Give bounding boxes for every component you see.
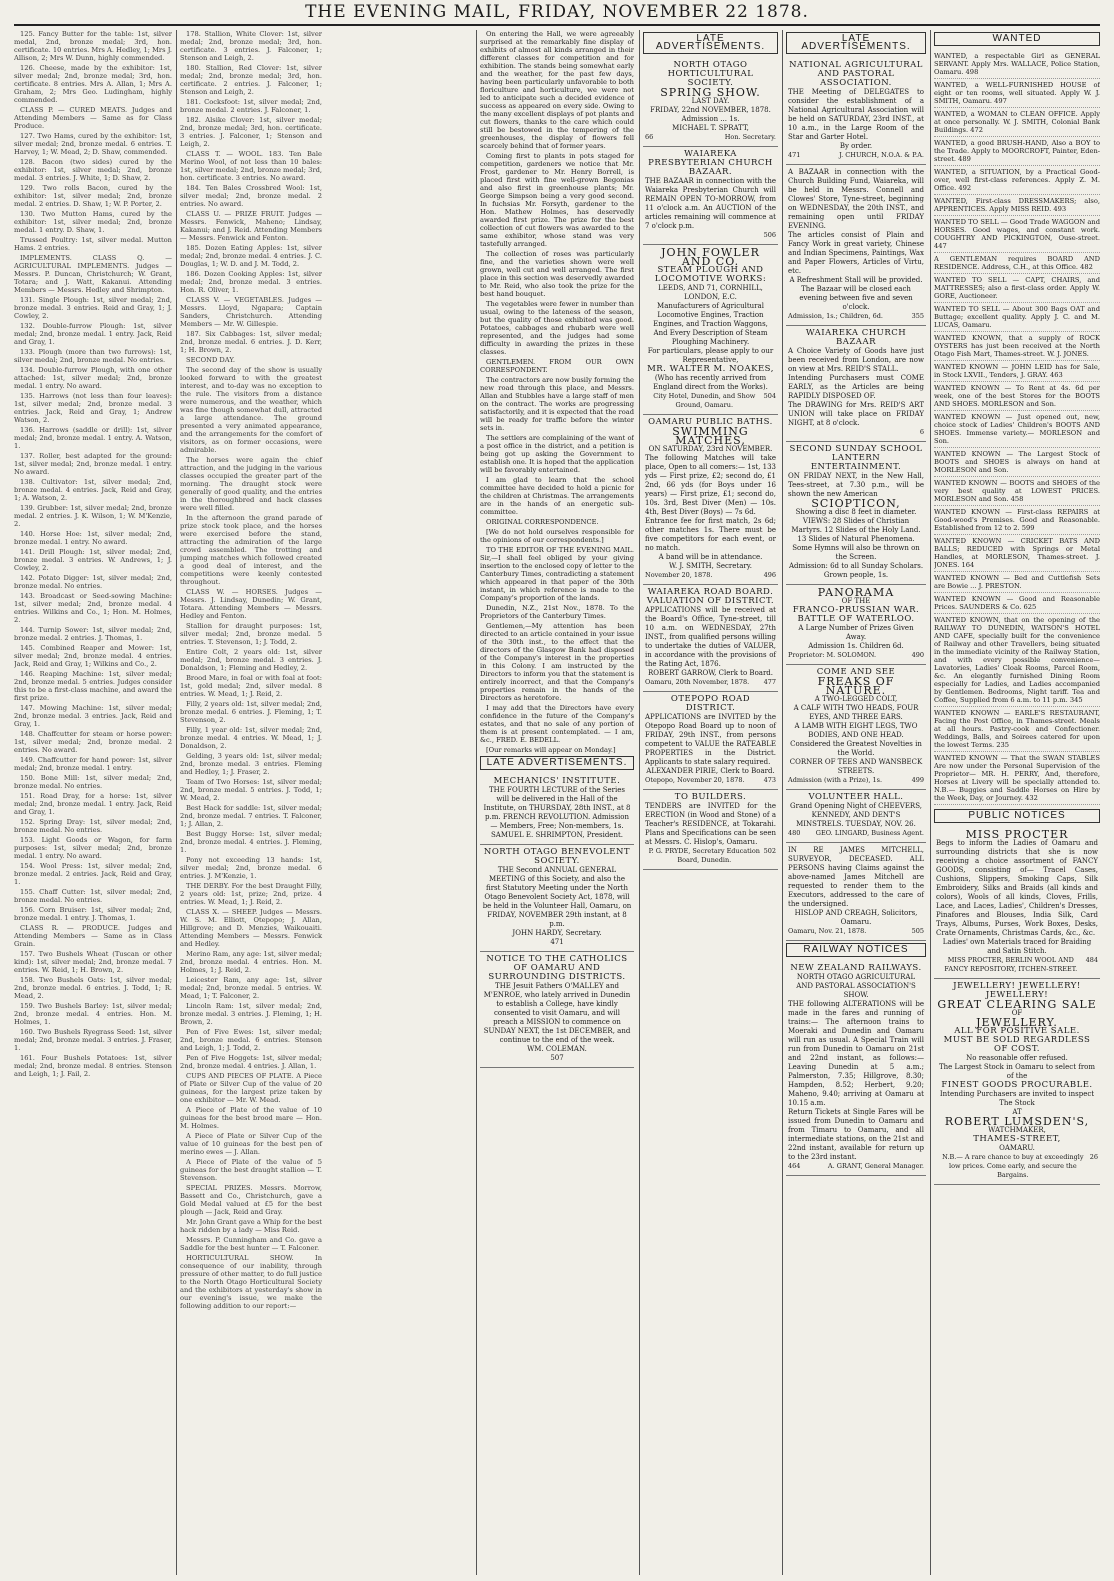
wanted-ad: WANTED, a respectable Girl as GENERAL SERVANT. Apply Mrs. WALLACE, Police Station, Oamaru. 498 bbox=[934, 50, 1100, 79]
ad-john-fowler bbox=[643, 245, 778, 415]
ad-heading: NORTH OTAGO HORTICULTURAL SOCIETY. bbox=[667, 60, 754, 88]
wanted-ad: WANTED KNOWN — Just opened out, new, choice stock of Ladies' Children's BOOTS AND SHOES. Immense variety.— MORLESON and Son. bbox=[934, 411, 1100, 448]
article-paragraph: 134. Double-furrow Plough, with one other attached: 1st, silver medal; 2nd, bronze medal. 1 entry. No award. bbox=[14, 366, 172, 390]
article-paragraph: TO THE EDITOR OF THE EVENING MAIL. Sir,—I shall feel obliged by your giving insertion to the enclosed copy of letter to the Canterbury Times, contradicting a statement which appeared in that paper of the 30th instant, in which reference is made to the Company's proportion of the lands. bbox=[480, 546, 634, 602]
ad-body: THE following ALTERATIONS will be made in the fares and running of trains:— The afternoon trains to Moeraki and Dunedin and Oamaru will run as usual. A Special Train will run from Dunedin to Oamaru on 21st and 22nd instant, as follows:— Leaving Dunedin at 5 a.m.; Palmerston, 7.35; Hillgrove, 8.30; Hampden, 8.52; Herbert, 9.20; Maheno, 9.40; arriving at Oamaru at 10.15 a.m. bbox=[788, 1000, 924, 1107]
article-paragraph: 157. Two Bushels Wheat (Tuscan or other kind): 1st, silver medal; 2nd, bronze medal. 7 entries. W. Reid, 1; H. Brown, 2. bbox=[14, 950, 172, 974]
article-paragraph: HORTICULTURAL SHOW. In consequence of our inability, through pressure of other matter, to do full justice to the North Otago Horticultural Society and the exhibitors at yesterday's show in our evening's issue, we make the following addition to our report:— bbox=[180, 1254, 322, 1310]
ad-date-line: Otepopo, November 20, 1878. bbox=[645, 776, 745, 784]
wanted-ad: WANTED, a SITUATION, by a Practical Good-over, well first-class references. Apply Z. M. Office. 492 bbox=[934, 166, 1100, 195]
ad-admission: Admission: 6d to all Sunday Scholars. Grown people, 1s. bbox=[788, 562, 924, 579]
ad-body: Manufacturers of Agricultural Locomotive Engines, Traction Engines, and Traction Waggons, And Every Description of Steam Ploughing Machinery. bbox=[653, 302, 768, 346]
masthead bbox=[0, 0, 1114, 22]
ad-refusal: No reasonable offer refused. bbox=[966, 1054, 1068, 1062]
ad-title: SCIOPTICON, bbox=[811, 497, 901, 510]
article-paragraph: 180. Stallion, Red Clover: 1st, silver medal; 2nd, bronze medal; 3rd, hon. certificate. 2 entries. J. Falconer, 1; Stenson and Leigh, 2. bbox=[180, 64, 322, 96]
ad-date-line: Oamaru, 20th November, 1878. bbox=[645, 678, 750, 686]
column-7 bbox=[934, 30, 1100, 1575]
ad-prizes: A Large Number of Prizes Given Away. bbox=[798, 624, 914, 641]
ad-volunteer-hall bbox=[786, 790, 926, 843]
ad-heading: TO BUILDERS. bbox=[674, 792, 747, 802]
ad-text: THE Second ANNUAL GENERAL MEETING of this Society, and also the first Statutory Meeting under the North Otago Benevolent Society Act, 1878, will be held in the Volunteer Hall, Oamaru, on FRIDAY, NOVEMBER 29th instant, at 8 p.m. bbox=[482, 866, 632, 928]
article-paragraph: 138. Cultivator: 1st, silver medal; 2nd, bronze medal. 4 entries. Jack, Reid and Gray, 1; A. Watson, 2. bbox=[14, 478, 172, 502]
ad-note: Ladies' own Materials traced for Braiding and Satin Stitch. bbox=[942, 938, 1092, 955]
article-paragraph: [Our remarks will appear on Monday.] bbox=[486, 746, 616, 754]
article-paragraph: CLASS W. — HORSES. Judges — Messrs. J. Lindsay, Dunedin; W. Grant, Totara. Attending Members — Messrs. Hedley and Fenton. bbox=[180, 588, 322, 620]
ad-text: THE Jesuit Fathers O'MALLEY and M'ENROE, who lately arrived in Dunedin to establish a College, have kindly consented to visit Oamaru, and will preach a MISSION to commence on SUNDAY NEXT, the 1st DECEMBER, and continue to the end of the week. bbox=[483, 982, 631, 1044]
article-paragraph: Stallion for draught purposes: 1st, silver medal; 2nd, bronze medal. 5 entries. T. Stevenson, 1; J. Todd, 2. bbox=[180, 622, 322, 646]
wanted-list bbox=[934, 50, 1100, 805]
wanted-ad: WANTED KNOWN — To Rent at 4s. 6d per week, one of the best Stores for the BOOTS AND SHOES. MORLESON and Son. bbox=[934, 382, 1100, 411]
ad-contact: For particulars, please apply to our Representative, bbox=[647, 347, 774, 364]
ad-number: 477 bbox=[763, 678, 776, 686]
wanted-ad: WANTED KNOWN — Good and Reasonable Prices. SAUNDERS & Co. 625 bbox=[934, 593, 1100, 614]
article-paragraph: GENTLEMEN. FROM OUR OWN CORRESPONDENT. bbox=[480, 358, 634, 374]
column-divider bbox=[782, 30, 783, 1575]
article-paragraph: IMPLEMENTS. CLASS Q. — AGRICULTURAL IMPLEMENTS. Judges — Messrs. P. Duncan, Christchurch; W. Grant, Totara; and J. Watt, Kakanui. Attending Members — Messrs. Hedley and Shrimpton. bbox=[14, 254, 172, 294]
ad-date-line: November 20, 1878. bbox=[645, 571, 713, 579]
article-paragraph: 186. Dozen Cooking Apples: 1st, silver medal; 2nd, bronze medal. 3 entries. Hon. R. Oliver, 1. bbox=[180, 270, 322, 294]
ad-horticultural-show bbox=[643, 58, 778, 147]
article-paragraph: 154. Wool Press: 1st, silver medal; 2nd, bronze medal. 2 entries. Jack, Reid and Gray, 1. bbox=[14, 862, 172, 886]
ad-signatory: HISLOP AND CREAGH, Solicitors, Oamaru. bbox=[794, 909, 918, 926]
article-paragraph: CLASS U. — PRIZE FRUIT. Judges — Messrs. Fenwick, Maheno; Lindsay, Kakanui; and J. Reid. Attending Members — Messrs. Fenwick and Fenton. bbox=[180, 210, 322, 242]
wanted-ad: WANTED, a good BRUSH-HAND, Also a BOY to the Trade. Apply to MOORCROFT, Painter, Eden-street. 489 bbox=[934, 137, 1100, 166]
ad-swimming-matches bbox=[643, 415, 778, 585]
article-paragraph: 156. Corn Bruiser: 1st, silver medal; 2nd, bronze medal. 1 entry. J. Thomas, 1. bbox=[14, 906, 172, 922]
article-paragraph: 159. Two Bushels Barley: 1st, silver medal; 2nd, bronze medal. 4 entries. Hon. M. Holmes, 1. bbox=[14, 1002, 172, 1026]
article-paragraph: 148. Chaffcutter for steam or horse power: 1st, silver medal; 2nd, bronze medal. 2 entries. No award. bbox=[14, 730, 172, 754]
ad-signatory: P. G. PRYDE, Secretary Education Board, Dunedin. bbox=[648, 847, 760, 864]
article-paragraph: THE DERBY. For the best Draught Filly, 2 years old: 1st, prize; 2nd, prize. 4 entries. W. Mead, 1; J. Reid, 2. bbox=[180, 882, 322, 906]
ad-body: Grand Opening Night of CHEEVERS, KENNEDY, AND DENT'S MINSTRELS. TUESDAY, NOV. 26. bbox=[790, 802, 922, 828]
ad-number: 502 bbox=[763, 847, 776, 855]
ad-text: THE FOURTH LECTURE of the Series will be delivered in the Hall of the Institute, on THURSDAY, 28th INST., at 8 p.m. FRENCH REVOLUTION. Admission — Members, Free; Non-members, 1s. bbox=[483, 786, 631, 830]
ad-at: AT bbox=[1012, 1108, 1022, 1116]
ad-national-agricultural bbox=[786, 58, 926, 165]
ad-number: 473 bbox=[763, 776, 776, 784]
article-paragraph: 139. Grubber: 1st, silver medal; 2nd, bronze medal. 2 entries. J. K. Wilson, 1; W. M'Kenzie, 2. bbox=[14, 504, 172, 528]
ad-item: A TWO-LEGGED COLT, bbox=[814, 695, 898, 703]
wanted-ad: WANTED TO SELL — CAPT, CHAIRS, and MATTRESSES; also a first-class order. Apply W. GORE, Auctioneer. bbox=[934, 274, 1100, 303]
ad-bazaar bbox=[786, 165, 926, 326]
ad-number: 464 bbox=[788, 1162, 801, 1170]
wanted-ad: WANTED, a WOMAN to CLEAN OFFICE. Apply at once personally. W. J. SMITH, Colonial Bank Buildings. 472 bbox=[934, 108, 1100, 137]
article-paragraph: CLASS R. — PRODUCE. Judges and Attending Members — Same as in Class Grain. bbox=[14, 924, 172, 948]
article-paragraph: 144. Turnip Sower: 1st, silver medal; 2nd, bronze medal. 2 entries. J. Thomas, 1. bbox=[14, 626, 172, 642]
ad-text: SAMUEL E. SHRIMPTON, President. bbox=[490, 831, 623, 839]
article-paragraph: 142. Potato Digger: 1st, silver medal; 2nd, bronze medal. No entries. bbox=[14, 574, 172, 590]
ad-number: 484 bbox=[1085, 956, 1098, 964]
article-paragraph: 131. Single Plough: 1st, silver medal; 2nd, bronze medal. 3 entries. Reid and Gray, 1; J. Cowley, 2. bbox=[14, 296, 172, 320]
ad-all: ALL FOR POSITIVE SALE. bbox=[954, 1026, 1080, 1036]
ad-number: 490 bbox=[911, 651, 924, 659]
article-paragraph: ORIGINAL CORRESPONDENCE. bbox=[486, 518, 599, 526]
ad-church-bazaar bbox=[643, 147, 778, 245]
ad-body: APPLICATIONS are INVITED by the Otepopo Road Board up to noon of FRIDAY, 29th INST., from persons competent to VALUE the RATEABLE PROPERTIES in the District. Applicants to state salary required. bbox=[645, 713, 776, 766]
ad-number: 6 bbox=[919, 428, 924, 436]
ad-signatory: ALEXANDER PIRIE, Clerk to Board. bbox=[646, 767, 775, 775]
ad-number: 504 bbox=[763, 392, 776, 400]
article-paragraph: Pen of Five Hoggets: 1st, silver medal; 2nd, bronze medal. 4 entries. J. Allan, 1. bbox=[180, 1054, 322, 1070]
article-paragraph: 181. Cocksfoot: 1st, silver medal; 2nd, bronze medal. 2 entries. J. Falconer, 1. bbox=[180, 98, 322, 114]
article-paragraph: Merino Ram, any age: 1st, silver medal; 2nd, bronze medal. 4 entries. Hon. M. Holmes, 1; J. Reid, 2. bbox=[180, 950, 322, 974]
ad-views: VIEWS: 28 Slides of Christian Martyrs. 12 Slides of the Holy Land. 13 Slides of Natural Phenomena. Some Hymns will also be thrown on the Screen. bbox=[791, 517, 921, 561]
ad-line: JEWELLERY! JEWELLERY! JEWELLERY! bbox=[953, 981, 1081, 1000]
ad-to-builders bbox=[643, 790, 778, 870]
masthead-title: THE EVENING MAIL, FRIDAY, NOVEMBER 22 1878. bbox=[305, 2, 809, 22]
ad-proprietor: Proprietor: M. SOLOMON. bbox=[788, 651, 877, 659]
ad-title: VALUATION OF DISTRICT. bbox=[646, 596, 775, 606]
ad-sub: The articles consist of Plain and Fancy Work in great variety, Chinese and Indian Specimens, Paintings, Wax and Paper Flowers, Articles of Virtu, etc. bbox=[788, 231, 924, 275]
ad-title: MISS PROCTER bbox=[965, 828, 1069, 841]
ad-day: LAST DAY. bbox=[691, 97, 730, 105]
ad-stock: The Largest Stock in Oamaru to select from of the bbox=[938, 1063, 1096, 1080]
article-paragraph: 137. Roller, best adapted for the ground: 1st, silver medal; 2nd, bronze medal. 1 entry. No award. bbox=[14, 452, 172, 476]
late-ads-banner-2: LATE ADVERTISEMENTS. bbox=[786, 32, 926, 54]
ad-item: A CALF WITH TWO HEADS, FOUR EYES, AND THREE EARS. bbox=[793, 704, 919, 721]
article-paragraph: Gelding, 3 years old: 1st, silver medal; 2nd, bronze medal. 3 entries. Fleming and Hedley, 1; J. Fraser, 2. bbox=[180, 752, 322, 776]
article-paragraph: 150. Bone Mill: 1st, silver medal; 2nd, bronze medal. No entries. bbox=[14, 774, 172, 790]
article-paragraph: Filly, 1 year old: 1st, silver medal; 2nd, bronze medal. 4 entries. W. Mead, 1; J. Donaldson, 2. bbox=[180, 726, 322, 750]
wanted-ad: WANTED TO SELL — About 300 Bags OAT and Buttage; excellent quality. Apply J. C. and M. LUCAS, Oamaru. bbox=[934, 303, 1100, 332]
wanted-ad: WANTED KNOWN, that on the opening of the RAILWAY TO DUNEDIN, WATSON'S HOTEL AND CAFE, specially built for the convenience of Railway and other Travellers, being situated in the immediate vicinity of the Railway Station, and with every possible convenience— Lavatories, Ladies' Cloak Rooms, Parcel Room, &c. An elegantly furnished Dining Room especially for Ladies, and Ladies accompanied by Gentlemen. Bedrooms, Night tariff. Tea and Coffee, Supplied from 6 a.m. to 11 p.m. 345 bbox=[934, 614, 1100, 707]
ad-date-line: Oamaru, Nov. 21, 1878. bbox=[788, 927, 867, 935]
ad-body: A BAZAAR in connection with the Church Building Fund, Waiareka, will be held in Messrs. Connell and Clowes' Store, Tyne-street, beginning on WEDNESDAY, the 20th INST., and remaining open until FRIDAY EVENING. bbox=[788, 168, 924, 230]
article-paragraph: 141. Drill Plough: 1st, silver medal; 2nd, bronze medal. 3 entries. W. Andrews, 1; J. Cowley, 2. bbox=[14, 548, 172, 572]
ad-location: City Hotel, Dunedin, and Show Ground, Oamaru. bbox=[653, 392, 756, 409]
article-paragraph: CLASS V. — VEGETABLES. Judges — Messrs. Lloyd, Ngapara; Captain Sanders, Christchurch. Attending Members — Mr. W. Gillespie. bbox=[180, 296, 322, 328]
article-paragraph: 145. Combined Reaper and Mower: 1st, silver medal; 2nd, bronze medal. 4 entries. Jack, Reid and Gray, 1; Wilkins and Co., 2. bbox=[14, 644, 172, 668]
ad-desc: Showing a disc 8 feet in diameter. bbox=[795, 508, 917, 516]
article-paragraph: Gentlemen,—My attention has been directed to an article contained in your issue of the 30th inst., to the effect that the directors of the Glasgow Bank had disposed of the Company's interest in the properties in this Colony. I am instructed by the Directors to inform you that the statement is entirely incorrect, and that the Company's properties remain in the hands of the Directors as heretofore. bbox=[480, 622, 634, 702]
wanted-ad: WANTED KNOWN — CRICKET BATS AND BALLS; REDUCED with Springs or Metal Handles, at MORLESON, Thames-street. J. JONES. 164 bbox=[934, 535, 1100, 572]
article-paragraph: SECOND DAY. bbox=[186, 356, 235, 364]
ad-admission: Admission, 1s.; Children, 6d. bbox=[788, 312, 883, 320]
ad-heading: COME AND SEE bbox=[816, 667, 896, 677]
ad-number: 471 bbox=[788, 151, 801, 159]
article-paragraph: [We do not hold ourselves responsible for the opinions of our correspondents.] bbox=[480, 528, 634, 544]
article-paragraph: CLASS T. — WOOL. 183. Ten Bale Merino Wool, of not less than 10 bales: 1st, silver medal; 2nd, bronze medal; 3rd, hon. certificate. 3 entries. No award. bbox=[180, 150, 322, 182]
article-paragraph: 187. Six Cabbages: 1st, silver medal; 2nd, bronze medal. 6 entries. J. D. Kerr, 1; H. Brown, 2. bbox=[180, 330, 322, 354]
article-paragraph: 129. Two rolls Bacon, cured by the exhibitor: 1st, silver medal; 2nd, bronze medal. 2 entries. D. Shaw, 1; W. P. Porter, 2. bbox=[14, 184, 172, 208]
article-paragraph: 140. Horse Hoe: 1st, silver medal; 2nd, bronze medal. 1 entry. No award. bbox=[14, 530, 172, 546]
article-paragraph: Lincoln Ram: 1st, silver medal; 2nd, bronze medal. 3 entries. J. Fleming, 1; H. Brown, 2. bbox=[180, 1002, 322, 1026]
article-paragraph: The settlers are complaining of the want of a post office in the district, and a petition is being got up asking the Government to establish one. It is hoped that the application will be favorably entertained. bbox=[480, 434, 634, 474]
article-paragraph: The second day of the show is usually looked forward to with the greatest interest, and to-day was no exception to the rule. The visitors from a distance were numerous, and the weather, which was fine though somewhat dull, attracted a large attendance. The ground presented a very animated appearance, and the arrangements for the comfort of visitors, as on former occasions, were admirable. bbox=[180, 366, 322, 454]
ad-road-board bbox=[643, 585, 778, 692]
article-paragraph: 126. Cheese, made by the exhibitor: 1st, silver medal; 2nd, bronze medal; 3rd, hon. certificate. 8 entries. Mrs A. Allan, 1; Mrs A. Graham, 2; Mrs Geo. Ludingham, highly commended. bbox=[14, 64, 172, 104]
ad-body: THE BAZAAR in connection with the Waiareka Presbyterian Church will REMAIN OPEN TO-MORROW, from 11 o'clock a.m. An AUCTION of the articles remaining will commence at 7 o'clock p.m. bbox=[645, 177, 776, 230]
ad-sub: OF THE bbox=[841, 597, 871, 605]
ad-title: PANORAMA bbox=[817, 586, 895, 599]
article-paragraph: I may add that the Directors have every confidence in the future of the Company's estates, and that no sale of any portion of them is at present contemplated. — I am, &c., FRED. E. BEDELL. bbox=[480, 704, 634, 744]
article-paragraph: 132. Double-furrow Plough: 1st, silver medal; 2nd, bronze medal. 1 entry. Jack, Reid and Gray, 1. bbox=[14, 322, 172, 346]
article-paragraph: Pen of Five Ewes: 1st, silver medal; 2nd, bronze medal. 6 entries. Stenson and Leigh, 1; J. Todd, 2. bbox=[180, 1028, 322, 1052]
article-paragraph: 158. Two Bushels Oats: 1st, silver medal; 2nd, bronze medal. 6 entries. J. Todd, 1; R. Mead, 2. bbox=[14, 976, 172, 1000]
ad-title: SPRING SHOW. bbox=[660, 86, 761, 99]
ad-text: 507 bbox=[550, 1054, 564, 1062]
ad-signatory: A. GRANT, General Manager. bbox=[827, 1162, 924, 1170]
ad-body: A Choice Variety of Goods have just been received from London, are now on view at Mrs. REID'S STALL. bbox=[788, 347, 924, 373]
ad-signatory: MISS PROCTER, BERLIN WOOL AND FANCY REPOSITORY, ITCHEN-STREET. bbox=[944, 956, 1078, 973]
wanted-ad: WANTED KNOWN — Bed and Cuttlefish Sets are Bowie ... J. PRESTON. bbox=[934, 572, 1100, 593]
column-divider bbox=[476, 30, 477, 1575]
article-paragraph: 130. Two Mutton Hams, cured by the exhibitor: 1st, silver medal; 2nd, bronze medal. 1 entry. D. Shaw, 1. bbox=[14, 210, 172, 234]
late-ads-banner: LATE ADVERTISEMENTS. bbox=[643, 32, 778, 54]
ad-drawing: The DRAWING for Mrs. REID'S ART UNION will take place on FRIDAY NIGHT, at 8 o'clock. bbox=[788, 401, 924, 427]
wanted-ad: A GENTLEMAN requires BOARD AND RESIDENCE. Address, C.H., at this Office. 482 bbox=[934, 253, 1100, 274]
column-5 bbox=[643, 30, 778, 1575]
ad-finest: FINEST GOODS PROCURABLE. bbox=[941, 1080, 1093, 1090]
ad-mechanics-institute bbox=[480, 774, 634, 845]
ad-entrance: Entrance fee for first match, 2s 6d; other matches 1s. There must be five competitors for each event, or no match. bbox=[645, 517, 776, 552]
wanted-ad: WANTED, First-class DRESSMAKERS; also, APPRENTICES. Apply MISS REID. 493 bbox=[934, 195, 1100, 216]
article-paragraph: 127. Two Hams, cured by the exhibitor: 1st, silver medal; 2nd, bronze medal. 6 entries. T. Harvey, 1; W. Mead, 2; D. Shaw, commended. bbox=[14, 132, 172, 156]
column-divider bbox=[176, 30, 177, 1575]
ad-body: IN RE JAMES MITCHELL, SURVEYOR, DECEASED. ALL PERSONS having Claims against the above-named James Mitchell are requested to render them to the Executors, addressed to the care of the undersigned. bbox=[788, 846, 924, 908]
article-paragraph: 160. Two Bushels Ryegrass Seed: 1st, silver medal; 2nd, bronze medal. 3 entries. J. Fraser, 1. bbox=[14, 1028, 172, 1052]
ad-heading: SECOND SUNDAY SCHOOL LANTERN ENTERTAINMENT. bbox=[789, 444, 923, 472]
ad-number: 26 bbox=[1089, 1153, 1098, 1161]
ad-body-2: Intending Purchasers must COME EARLY, as the Articles are being RAPIDLY DISPOSED OF. bbox=[788, 374, 924, 400]
article-paragraph: 135. Harrows (not less than four leaves): 1st, silver medal; 2nd, bronze medal. 3 entries. Jack, Reid and Gray, 1; Andrew Watson, 2. bbox=[14, 392, 172, 424]
ad-mitchell-estate bbox=[786, 843, 926, 941]
article-paragraph: Filly, 2 years old: 1st, silver medal; 2nd, bronze medal. 6 entries. J. Fleming, 1; T. Stevenson, 2. bbox=[180, 700, 322, 724]
ad-location: CORNER OF TEES AND WANSBECK STREETS. bbox=[789, 758, 923, 775]
ad-trade: WATCHMAKER, bbox=[988, 1126, 1046, 1134]
ad-text: WM. COLEMAN. bbox=[527, 1045, 587, 1053]
article-paragraph: Dunedin, N.Z., 21st Nov., 1878. To the Proprietors of the Canterbury Times. bbox=[480, 604, 634, 620]
article-paragraph: 185. Dozen Eating Apples: 1st, silver medal; 2nd, bronze medal. 4 entries. J. C. Douglas, 1; W. D. and J. M. Todd, 2. bbox=[180, 244, 322, 268]
ad-miss-procter bbox=[934, 827, 1100, 979]
ad-panorama bbox=[786, 585, 926, 665]
article-paragraph: 136. Harrows (saddle or drill): 1st, silver medal; 2nd, bronze medal. 1 entry. A. Watson, 1. bbox=[14, 426, 172, 450]
ad-body: THE Meeting of DELEGATES to consider the establishment of a National Agricultural Association will be held on SATURDAY, 23rd INST., at 10 a.m., in the Large Room of the Star and Garter Hotel. bbox=[788, 88, 924, 141]
ad-lantern-entertainment bbox=[786, 442, 926, 585]
ad-must: MUST BE SOLD REGARDLESS OF COST. bbox=[943, 1035, 1091, 1054]
article-paragraph: 143. Broadcast or Seed-sowing Machine: 1st, silver medal; 2nd, bronze medal. 4 entries. Wilkins and Co., 1; Hon. M. Holmes, 2. bbox=[14, 592, 172, 624]
ad-signatory: GEO. LINGARD, Business Agent. bbox=[815, 829, 924, 837]
ad-body-2: Return Tickets at Single Fares will be issued from Dunedin to Oamaru and from Timaru to Oamaru, and all intermediate stations, on the 21st and 22nd instant, available for return up to the 23rd instant. bbox=[788, 1108, 924, 1161]
article-paragraph: Mr. John Grant gave a Whip for the best hack ridden by a lady — Miss Reid. bbox=[180, 1218, 322, 1234]
ad-text: 471 bbox=[550, 938, 564, 946]
ad-signatory-title: Hon. Secretary. bbox=[724, 133, 776, 141]
ad-heading: WAIAREKA PRESBYTERIAN CHURCH BAZAAR. bbox=[648, 149, 773, 177]
ad-signatory: ROBERT GARROW, Clerk to Board. bbox=[647, 669, 774, 677]
article-paragraph: Messrs. P. Cunningham and Co. gave a Saddle for the best hunter — T. Falconer. bbox=[180, 1236, 322, 1252]
article-paragraph: 178. Stallion, White Clover: 1st, silver medal; 2nd, bronze medal; 3rd, hon. certificate. 3 entries. J. Falconer, 1; Stenson and Leigh, 2. bbox=[180, 30, 322, 62]
article-paragraph: Trussed Poultry: 1st, silver medal. Mutton Hams. 2 entries. bbox=[14, 236, 172, 252]
article-paragraph: 155. Chaff Cutter: 1st, silver medal; 2nd, bronze medal. No entries. bbox=[14, 888, 172, 904]
ad-title: SWIMMING MATCHES, bbox=[672, 425, 749, 447]
ad-heading: WAIAREKA ROAD BOARD. bbox=[647, 587, 774, 597]
article-paragraph: A Piece of Plate of the value of 10 guineas for the best brood mare — Hon. M. Holmes. bbox=[180, 1106, 322, 1130]
ad-note: Considered the Greatest Novelties in the World. bbox=[790, 740, 922, 757]
wanted-ad: WANTED KNOWN — JOHN LEID has for Sale, in Stock LXVII., Tenders, J. GRAY. 463 bbox=[934, 361, 1100, 382]
article-paragraph: Best Hack for saddle: 1st, silver medal; 2nd, bronze medal. 7 entries. T. Falconer, 1; J. Allan, 2. bbox=[180, 804, 322, 828]
wanted-ad: WANTED KNOWN — First-class REPAIRS at Good-wood's Premises. Good and Reasonable. Established from 12 to 2. 599 bbox=[934, 506, 1100, 535]
ad-text: JOHN HARDY, Secretary. bbox=[512, 929, 602, 937]
column-6 bbox=[786, 30, 926, 1575]
ad-number: 66 bbox=[645, 133, 654, 141]
article-paragraph: 146. Reaping Machine: 1st, silver medal; 2nd, bronze medal. 5 entries. Judges consider this to be a first-class machine, and award the first prize. bbox=[14, 670, 172, 702]
ad-heading: NATIONAL AGRICULTURAL AND PASTORAL ASSOCIATION. bbox=[789, 60, 923, 88]
ad-signatory: MICHAEL T. SPRATT, bbox=[672, 124, 749, 132]
article-paragraph: 133. Plough (more than two furrows): 1st, silver medal; 2nd, bronze medal. No entries. bbox=[14, 348, 172, 364]
article-paragraph: 161. Four Bushels Potatoes: 1st, silver medal; 2nd, bronze medal. 8 entries. Stenson and Leigh, 1; J. Fail, 2. bbox=[14, 1054, 172, 1078]
ad-of: OF bbox=[1011, 1009, 1023, 1017]
wanted-ad: WANTED KNOWN, that a supply of ROCK OYSTERS has just been received at the North Otago Fish Mart, Thames-street. W. J. JONES. bbox=[934, 332, 1100, 361]
article-paragraph: The contractors are now busily forming the new road through this place, and Messrs. Allan and Stubbles have a large staff of men on the contract. The works are progressing satisfactorily, and it is expected that the road will be ready for traffic before the winter sets in. bbox=[480, 376, 634, 432]
ad-close: The Bazaar will be closed each evening between five and seven o'clock. bbox=[799, 285, 913, 311]
article-paragraph: 125. Fancy Butter for the table: 1st, silver medal, 2nd, bronze medal; 3rd, hon. certificate. 10 entries. Mrs A. Hedley, 1; Mrs J. Allison, 2; Mrs W. Dunn, highly commended. bbox=[14, 30, 172, 62]
ad-text: NOTICE TO THE CATHOLICS OF OAMARU AND SURROUNDING DISTRICTS. bbox=[486, 954, 628, 982]
ad-order: By order. bbox=[839, 142, 873, 150]
ad-note: A Refreshment Stall will be provided. bbox=[789, 276, 923, 284]
article-paragraph: 149. Chaffcutter for hand power: 1st, silver medal; 2nd, bronze medal. 1 entry. bbox=[14, 756, 172, 772]
article-paragraph: 184. Ten Bales Crossbred Wool: 1st, silver medal; 2nd, bronze medal. 2 entries. No award. bbox=[180, 184, 322, 208]
article-paragraph: CUPS AND PIECES OF PLATE. A Piece of Plate or Silver Cup of the value of 20 guineas, for the largest prize taken by one exhibitor — Mr. W. Mead. bbox=[180, 1072, 322, 1104]
article-paragraph: On entering the Hall, we were agreeably surprised at the remarkably fine display of exhibits of almost all kinds arranged in their different classes for competition and for exhibition. The stands being somewhat early and the weather, for the past few days, having been particularly unfavorable to both floriculture and horticulture, we were not led to anticipate such a decided evidence of success as appeared on every side. Owing to the many excellent displays of pot plants and cut flowers, thanks to the care which could still be bestowed in the tempering of the greenhouses, the display of flowers fell scarcely behind that of former years. bbox=[480, 30, 634, 150]
article-paragraph: 152. Spring Dray: 1st, silver medal; 2nd, bronze medal. No entries. bbox=[14, 818, 172, 834]
ad-representative: MR. WALTER M. NOAKES, bbox=[647, 364, 774, 374]
ad-body: TENDERS are INVITED for the ERECTION (in Wood and Stone) of a Teacher's RESIDENCE, at Tokarahi. Plans and Specifications can be seen at Messrs. C. Hislop's, Oamaru. bbox=[645, 802, 776, 846]
ad-benevolent-society bbox=[480, 845, 634, 952]
ad-body: APPLICATIONS will be received at the Board's Office, Tyne-street, till 10 a.m. on WEDNESDAY, 27th INST., from qualified persons willing to undertake the duties of VALUER, in accordance with the provisions of the Rating Act, 1876. bbox=[645, 606, 776, 668]
article-paragraph: 153. Light Goods or Wagon, for farm purposes: 1st, silver medal; 2nd, bronze medal. 1 entry. No award. bbox=[14, 836, 172, 860]
ad-body: Begs to inform the Ladies of Oamaru and surrounding districts that she is now receiving a choice assortment of FANCY GOODS, consisting of— Tracel Cases, Cushions, Slippers, Smoking Caps, Silk Embroidery, Silks and Braids (all kinds and colors), Wools of all kinds, Cloves, Frills, Lace, and Laces, Ladies', Children's Dresses, Pinafores and Blouses, India Silk, Card Trays, Albums, Purses, Work Boxes, Desks, Crate Ornaments, Christmas Cards, &c., &c. bbox=[936, 839, 1098, 937]
ad-heading: WAIAREKA CHURCH BAZAAR bbox=[805, 328, 907, 347]
article-paragraph: SPECIAL PRIZES. Messrs. Morrow, Bassett and Co., Christchurch, gave a Gold Medal valued at £5 for the best plough — Jack, Reid and Gray. bbox=[180, 1184, 322, 1216]
ad-body: The following Matches will take place, Open to all comers:— 1st, 133 yds — First prize, £2; second do, £1 2nd, 66 yds (for Boys under 16 years) — First prize, £1; second do, 10s. 3rd, Best Diver (Men) — 10s. 4th, Best Diver (Boys) — 7s 6d. bbox=[645, 454, 776, 516]
ad-nb: N.B.— A rare chance to buy at exceedingly low prices. Come early, and secure the Bargains. bbox=[942, 1153, 1084, 1179]
ad-railways bbox=[786, 961, 926, 1176]
ad-battle: BATTLE OF WATERLOO. bbox=[797, 614, 915, 624]
ad-heading: VOLUNTEER HALL. bbox=[808, 792, 904, 802]
ad-heading: OAMARU PUBLIC BATHS. bbox=[648, 417, 773, 427]
ad-date: ON SATURDAY, 23rd NOVEMBER. bbox=[648, 445, 773, 453]
column-1 bbox=[14, 30, 172, 1575]
ad-signatory: W. J. SMITH, Secretary. bbox=[668, 562, 752, 570]
article-paragraph: I am glad to learn that the school committee have decided to hold a picnic for the children at Christmas. The arrangements are in the hands of an energetic sub-committee. bbox=[480, 476, 634, 516]
ad-sub: NORTH OTAGO AGRICULTURAL AND PASTORAL ASSOCIATION'S SHOW. bbox=[796, 973, 916, 999]
wanted-ad: WANTED, a WELL-FURNISHED HOUSE of eight or ten rooms, well situated. Apply W. J. SMITH, Oamaru. 497 bbox=[934, 79, 1100, 108]
article-paragraph: CLASS X. — SHEEP. Judges — Messrs. W. S. M. Elliott, Otepopo; J. Allan, Hillgrove; and D. Menzies, Waikouaiti. Attending Members — Messrs. Fenwick and Hedley. bbox=[180, 908, 322, 948]
wanted-ad: WANTED KNOWN — That the SWAN STABLES Are now under the Personal Supervision of the Proprietor— MR. H. PERRY, And, therefore, Horses at Livery will be specially attended to. N.B.— Buggies and Saddle Horses on Hire by the Week, Day, or Journey. 432 bbox=[934, 752, 1100, 805]
ad-invite: Intending Purchasers are invited to inspect The Stock bbox=[939, 1090, 1095, 1107]
railway-notices-banner: RAILWAY NOTICES bbox=[786, 943, 926, 957]
article-paragraph: Pony not exceeding 13 hands: 1st, silver medal; 2nd, bronze medal. 6 entries. J. M'Kenzie, 1. bbox=[180, 856, 322, 880]
article-paragraph: 147. Mowing Machine: 1st, silver medal; 2nd, bronze medal. 3 entries. Jack, Reid and Gray, 1. bbox=[14, 704, 172, 728]
ad-what: JEWELLERY. bbox=[976, 1016, 1058, 1029]
late-ads-banner-col4: LATE ADVERTISEMENTS. bbox=[480, 756, 634, 770]
column-2-3 bbox=[180, 30, 472, 1575]
ad-admission: Admission ... 1s. bbox=[681, 115, 740, 123]
ad-heading: OTEPOPO ROAD DISTRICT. bbox=[670, 694, 751, 713]
column-4 bbox=[480, 30, 634, 1575]
ad-freaks-of-nature bbox=[786, 665, 926, 790]
article-paragraph: 128. Bacon (two sides) cured by the exhibitor: 1st, silver medal; 2nd, bronze medal. 3 entries. J. White, 1; D. Shaw, 2. bbox=[14, 158, 172, 182]
ad-jewellery-sale bbox=[934, 979, 1100, 1185]
ad-text: NORTH OTAGO BENEVOLENT SOCIETY. bbox=[483, 847, 631, 866]
ad-waiareka-bazaar bbox=[786, 326, 926, 442]
article-paragraph: Leicester Ram, any age: 1st, silver medal; 2nd, bronze medal. 5 entries. W. Mead, 1; T. Falconer, 2. bbox=[180, 976, 322, 1000]
ad-note: (Who has recently arrived from England direct from the Works). bbox=[653, 374, 768, 391]
ad-body: ON FRIDAY NEXT, in the New Hall, Tees-street, at 7.30 p.m., will be shown the new American bbox=[788, 472, 924, 498]
article-paragraph: The horses were again the chief attraction, and the judging in the various classes occupied the greater part of the morning. The draught stock were generally of good quality, and the entries in the thoroughbred and hack classes were well filled. bbox=[180, 456, 322, 512]
article-paragraph: The collection of roses was particularly fine, and the varieties shown were well grown, well cut and well arranged. The first place in this section was deservedly awarded to Mr. Reid, who also took the prize for the best hand bouquet. bbox=[480, 250, 634, 298]
ad-name: ROBERT LUMSDEN'S, bbox=[944, 1115, 1090, 1128]
ad-number: 506 bbox=[763, 231, 776, 239]
ad-heading: NEW ZEALAND RAILWAYS. bbox=[790, 963, 922, 973]
ad-address: LEEDS, AND 71, CORNHILL, LONDON, E.C. bbox=[658, 284, 763, 301]
ad-catholics-notice bbox=[480, 952, 634, 1068]
ad-town: OAMARU. bbox=[999, 1144, 1035, 1152]
article-paragraph: CLASS P. — CURED MEATS. Judges and Attending Members — Same as for Class Produce. bbox=[14, 106, 172, 130]
ad-street: THAMES-STREET, bbox=[973, 1134, 1061, 1144]
ad-title: GREAT CLEARING SALE bbox=[937, 998, 1097, 1011]
ad-item: A LAMB WITH EIGHT LEGS, TWO BODIES, AND ONE HEAD. bbox=[794, 722, 918, 739]
ad-war: FRANCO-PRUSSIAN WAR. bbox=[792, 605, 920, 615]
ad-admission: Admission 1s. Children 6d. bbox=[808, 642, 904, 650]
ad-date: FRIDAY, 22nd NOVEMBER, 1878. bbox=[650, 106, 771, 114]
ad-number: 355 bbox=[911, 312, 924, 320]
ad-heading: STEAM PLOUGH AND LOCOMOTIVE WORKS: bbox=[654, 265, 767, 284]
ad-title: FREAKS OF NATURE. bbox=[817, 675, 895, 697]
column-divider bbox=[639, 30, 640, 1575]
masthead-rule bbox=[14, 24, 1100, 26]
ad-note: A band will be in attendance. bbox=[658, 553, 763, 561]
article-paragraph: Entire Colt, 2 years old: 1st, silver medal; 2nd, bronze medal. 3 entries. J. Donaldson, 1; Fleming and Hedley, 2. bbox=[180, 648, 322, 672]
wanted-ad: WANTED KNOWN — BOOTS and SHOES of the very best quality at LOWEST PRICES. MORLESON and Son. 458 bbox=[934, 477, 1100, 506]
wanted-banner: WANTED bbox=[934, 32, 1100, 46]
article-paragraph: In the afternoon the grand parade of prize stock took place, and the horses were exercised before the stand, attracting the admiration of the large crowd assembled. The trotting and jumping matches which followed created a good deal of interest, and the competitions were keenly contested throughout. bbox=[180, 514, 322, 586]
article-paragraph: A Piece of Plate of the value of 5 guineas for the best draught stallion — T. Stevenson. bbox=[180, 1158, 322, 1182]
article-paragraph: Best Buggy Horse: 1st, silver medal; 2nd, bronze medal. 4 entries. J. Fleming, 1. bbox=[180, 830, 322, 854]
article-paragraph: Brood Mare, in foal or with foal at foot: 1st, gold medal; 2nd, silver medal. 8 entries. W. Mead, 1; J. Reid, 2. bbox=[180, 674, 322, 698]
article-paragraph: The vegetables were fewer in number than usual, owing to the lateness of the season, but the quality of those exhibited was good. Potatoes, cabbages and rhubarb were well represented, and the judges had some difficulty in awarding the prizes in these classes. bbox=[480, 300, 634, 356]
ad-number: 496 bbox=[763, 571, 776, 579]
ad-admission: Admission (with a Prize), 1s. bbox=[788, 776, 883, 784]
wanted-ad: WANTED TO SELL — Good Trade WAGGON and HORSES. Good wages, and constant work. COUGHTRY AND PICKINGTON, Ouse-street. 447 bbox=[934, 216, 1100, 253]
wanted-ad: WANTED KNOWN — EARLE'S RESTAURANT, Facing the Post Office, in Thames-street. Meals at all hours. Pastry-cook and Confectioner. Weddings, Balls, and Soirees catered for upon the lowest Terms. 235 bbox=[934, 707, 1100, 752]
ad-number: 480 bbox=[788, 829, 801, 837]
ad-text: MECHANICS' INSTITUTE. bbox=[493, 776, 621, 786]
ad-title: JOHN FOWLER AND CO. bbox=[661, 246, 760, 268]
article-paragraph: 182. Alsike Clover: 1st, silver medal; 2nd, bronze medal; 3rd, hon. certificate. 3 entries. J. Falconer, 1; Stenson and Leigh, 2. bbox=[180, 116, 322, 148]
wanted-ad: WANTED KNOWN — The Largest Stock of BOOTS and SHOES is always on hand at MORLESON and Son. bbox=[934, 448, 1100, 477]
ad-number: 505 bbox=[911, 927, 924, 935]
column-divider bbox=[930, 30, 931, 1575]
ad-number: 499 bbox=[911, 776, 924, 784]
article-paragraph: 151. Road Dray, for a horse: 1st, silver medal; 2nd, bronze medal. 1 entry. Jack, Reid and Gray, 1. bbox=[14, 792, 172, 816]
ad-otepopo-road bbox=[643, 692, 778, 790]
article-paragraph: Coming first to plants in pots staged for competition, gardeners we notice that Mr. Frost, gardener to Mr. Henry Borrell, is placed first with fine well-grown Begonias and also first in greenhouse plants; Mr. George Simpson being a very good second. In fuchsias Mr. Forsyth, gardener to the Hon. Mathew Holmes, has deservedly awarded first prize. The prize for the best collection of cut flowers was awarded to the same exhibitor, whose stand was very tastefully arranged. bbox=[480, 152, 634, 248]
article-paragraph: Team of Two Horses: 1st, silver medal; 2nd, bronze medal. 5 entries. J. Todd, 1; W. Mead, 2. bbox=[180, 778, 322, 802]
public-notices-banner: PUBLIC NOTICES bbox=[934, 809, 1100, 823]
article-paragraph: A Piece of Plate or Silver Cup of the value of 10 guineas for the best pen of merino ewes — J. Allan. bbox=[180, 1132, 322, 1156]
ad-signatory: J. CHURCH, N.O.A. & P.A. bbox=[839, 151, 924, 159]
